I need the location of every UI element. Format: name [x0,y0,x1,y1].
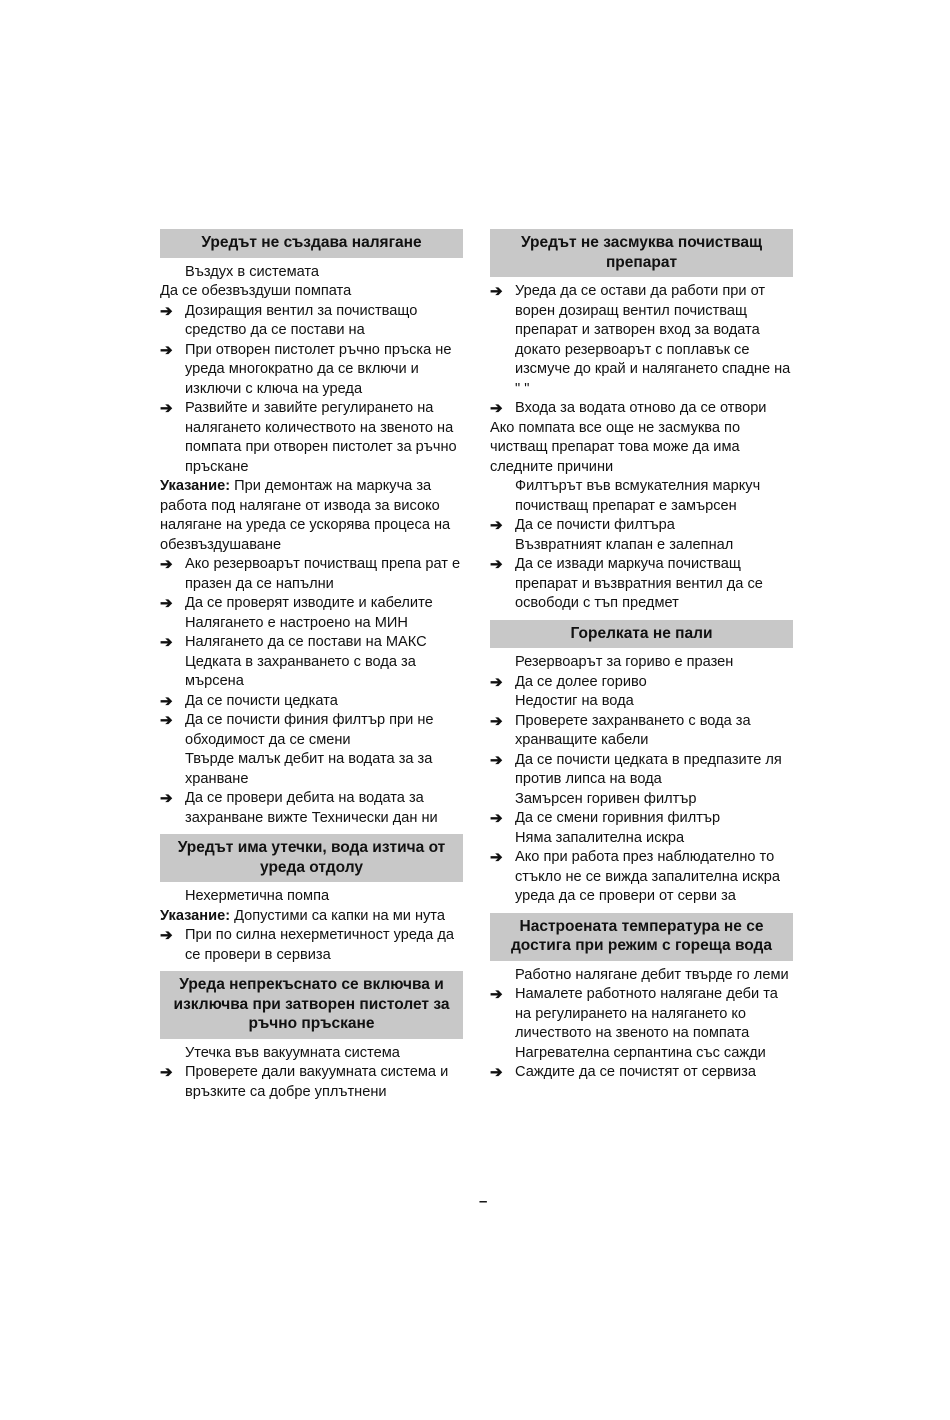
arrow-icon: ➔ [160,595,173,612]
cause-line: Нехерметична помпа [185,888,330,904]
action-item [490,809,793,829]
arrow-icon: ➔ [160,1064,173,1081]
action-text: Уреда да се остави да работи при от ворен дозиращ вентил почистващ препарат и затворен вход за водата докато резервоарът с поплавък се изсмуче до край и налягането спадне на " " [515,283,791,397]
arrow-icon: ➔ [160,790,173,807]
arrow-icon: ➔ [490,400,503,417]
action-item [490,555,793,614]
arrow-icon: ➔ [490,751,503,769]
section-title: Уредът не засмуква почистващ препарат [490,229,793,277]
arrow-icon: ➔ [490,986,503,1003]
action-text: Да се провери дебита на водата за захранване вижте Технически дан ни [185,790,438,826]
cause-line: Налягането е настроено на МИН [185,614,408,631]
page-number: – [479,1193,488,1210]
action-text: Да се долее гориво [515,673,647,690]
note-label: Указание: [160,907,231,924]
action-text: Входа за водата отново да се отвори [515,400,767,416]
action-text: Ако резервоарът почистващ препа рат е празен да се напълни [185,556,461,592]
action-item [490,516,793,536]
arrow-icon: ➔ [160,712,173,729]
cause-line: Резервоарът за гориво е празен [515,654,734,670]
arrow-icon: ➔ [490,556,503,573]
cause-line: Възвратният клапан е залепнал [515,536,734,553]
arrow-icon: ➔ [160,692,173,710]
action-text: Да се почисти цедката в предпазите ля против липса на вода [515,751,782,787]
cause-line: Недостиг на вода [515,693,634,709]
section-title: Настроената температура не се достига при режим с гореща вода [490,913,793,961]
action-text: Саждите да се почистят от сервиза [515,1064,756,1080]
action-text: Налягането да се постави на МАКС [185,634,427,650]
action-item [160,302,463,341]
section-title: Уредът има утечки, вода изтича от уреда отдолу [160,834,463,882]
note-text: При демонтаж на маркуча за работа под налягане от извода за високо налягане на уреда се ускорява процеса на обезвъздушаване [160,478,451,553]
arrow-icon: ➔ [160,302,173,320]
cause-line: Замърсен горивен филтър [515,790,697,807]
action-item [160,711,463,750]
note-text: Допустими са капки на ми нута [230,907,445,924]
arrow-icon: ➔ [490,712,503,730]
note-label: Указание: [160,478,231,494]
section-title: Горелката не пали [490,620,793,649]
action-item [160,399,463,477]
action-text: Намалете работното налягане деби та на регулирането на налягането ко личеството на звеното на помпата [515,986,778,1041]
cause-line: Филтърът във всмукателния маркуч почистващ препарат е замърсен [515,478,761,514]
action-text: Да се извади маркуча почистващ препарат и възвратния вентил да се освободи с тъп предмет [515,556,763,611]
arrow-icon: ➔ [160,400,173,417]
arrow-icon: ➔ [490,517,503,534]
action-text: При отворен пистолет ръчно пръска не уреда многократно да се включи и изключи с ключа на уреда [185,341,452,397]
action-item [160,594,463,614]
arrow-icon: ➔ [490,849,503,866]
action-item [160,555,463,594]
action-text: Да се смени горивния филтър [515,810,721,826]
action-item [490,712,793,751]
arrow-icon: ➔ [490,673,503,691]
action-item [160,633,463,653]
cause-line: Утечка във вакуумната система [185,1044,400,1061]
action-item [490,848,793,907]
action-text: Да се проверят изводите и кабелите [185,595,433,611]
action-item [490,751,793,790]
action-item [160,1063,463,1102]
action-item [490,985,793,1044]
action-text: Проверете захранването с вода за хранващите кабели [515,712,751,748]
action-item [490,399,793,419]
note-paragraph [160,907,463,927]
action-item [490,673,793,693]
action-text: Да се почисти финия филтър при не обходимост да се смени [185,712,434,748]
action-item [160,789,463,828]
arrow-icon: ➔ [160,556,173,573]
note-paragraph [160,477,463,555]
action-text: Развийте и завийте регулирането на налягането количеството на звеното на помпата при отворен пистолет за ръчно пръскане [185,400,457,475]
cause-line: Твърде малък дебит на водата за за хранване [185,751,433,787]
action-text: Да се почисти цедката [185,692,338,709]
action-item [160,692,463,712]
arrow-icon: ➔ [160,634,173,651]
arrow-icon: ➔ [490,1064,503,1081]
section-title: Уредът не създава налягане [160,229,463,258]
action-item [490,1063,793,1083]
right-column [490,229,793,1083]
cause-line: Няма запалителна искра [515,829,685,846]
cause-line: Цедката в захранването с вода за мърсена [185,653,416,689]
action-item [490,282,793,399]
action-item [160,926,463,965]
cause-line: Въздух в системата [185,263,320,280]
cause-line: Работно налягане дебит твърде го леми [515,966,789,983]
section-title: Уреда непрекъснато се включва и изключва при затворен пистолет за ръчно пръскане [160,971,463,1039]
arrow-icon: ➔ [490,283,503,300]
arrow-icon: ➔ [160,341,173,359]
arrow-icon: ➔ [490,810,503,827]
left-column [160,229,463,1102]
action-item [160,341,463,400]
text-line: Да се обезвъздуши помпата [160,283,352,299]
action-text: Дозиращия вентил за почистващо средство да се постави на [185,302,418,338]
cause-line: Нагревателна серпантина със сажди [515,1044,766,1061]
arrow-icon: ➔ [160,927,173,944]
text-paragraph: Ако помпата все още не засмуква по чистващ препарат това може да има следните причини [490,419,741,475]
action-text: Проверете дали вакуумната система и връзките са добре уплътнени [185,1064,449,1100]
action-text: При по силна нехерметичност уреда да се провери в сервиза [185,927,454,963]
action-text: Да се почисти филтъра [515,517,675,533]
action-text: Ако при работа през наблюдателно то стъкло не се вижда запалителна искра уреда да се провери от серви за [515,849,781,904]
